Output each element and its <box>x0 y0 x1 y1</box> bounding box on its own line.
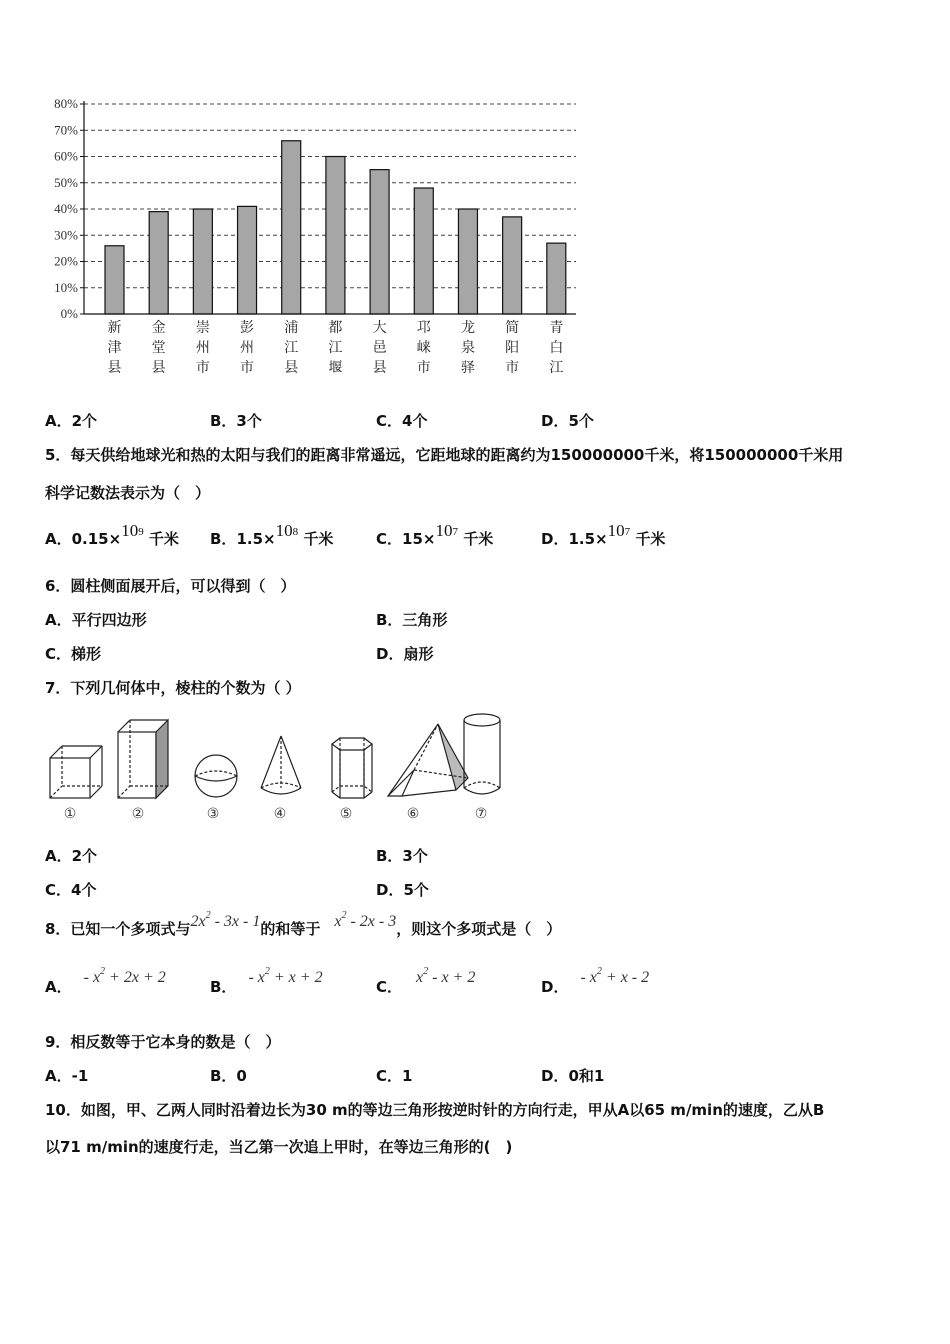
shape-label-5: ⑤ <box>339 806 353 822</box>
x-tick-label: 县 <box>107 360 122 376</box>
q4-option-c: C．4个 <box>376 412 428 430</box>
shape-label-1: ① <box>63 806 77 822</box>
x-tick-label: 邑 <box>372 340 387 356</box>
q7-solids-figure <box>40 708 520 828</box>
q6-stem: 6．圆柱侧面展开后，可以得到（ ） <box>45 577 296 595</box>
shape-label-2: ② <box>131 806 145 822</box>
hexagonal-prism-shape <box>332 738 372 798</box>
x-tick-label: 简 <box>505 320 520 336</box>
q8-expression-2: $x^2 - 2x - 3$ <box>334 910 397 930</box>
q8-expression-1: $2x^2 - 3x - 1$ <box>190 910 261 930</box>
x-tick-label: 驿 <box>460 360 475 376</box>
x-tick-label: 江 <box>549 360 564 376</box>
x-tick-label: 市 <box>416 360 431 376</box>
y-axis-ticks <box>54 96 84 321</box>
y-tick-label: 20% <box>54 253 78 269</box>
q9-stem: 9．相反数等于它本身的数是（ ） <box>45 1033 281 1051</box>
x-axis-labels <box>108 319 564 376</box>
q7-stem: 7．下列几何体中，棱柱的个数为（ ） <box>45 679 301 697</box>
q9-option-b: B．0 <box>210 1067 247 1085</box>
bar <box>105 246 124 314</box>
q10-stem-line1: 10．如图，甲、乙两人同时沿着边长为30 m的等边三角形按逆时针的方向行走，甲从A以65 m/min的速度，乙从B <box>45 1101 825 1119</box>
y-tick-label: 40% <box>54 201 78 216</box>
y-tick-label: 70% <box>54 122 78 138</box>
chart-bars <box>105 141 566 314</box>
q5-option-a: A．$0.15\times 10^9$ 千米 <box>45 521 179 548</box>
x-tick-label: 阳 <box>505 340 520 356</box>
q5-option-b: B．$1.5\times 10^8$ 千米 <box>210 521 334 548</box>
cylinder-shape <box>464 714 500 794</box>
y-tick-label: 80% <box>54 96 78 111</box>
q4-option-d: D．5个 <box>541 412 594 430</box>
q5-option-c: C．$15\times 10^7$ 千米 <box>376 521 494 548</box>
x-tick-label: 崃 <box>416 340 431 356</box>
q5-stem-line2: 科学记数法表示为（ ） <box>45 484 211 502</box>
x-tick-label: 金 <box>151 320 166 336</box>
shape-label-6: ⑥ <box>406 806 420 822</box>
bar <box>326 157 345 315</box>
x-tick-label: 白 <box>549 340 564 356</box>
shape-label-4: ④ <box>273 806 287 822</box>
x-tick-label: 市 <box>240 360 255 376</box>
x-tick-label: 邛 <box>416 320 431 336</box>
q5-stem-line1: 5．每天供给地球光和热的太阳与我们的距离非常遥远，它距地球的距离约为150000000千米，将150000000千米用 <box>45 446 844 464</box>
triangular-prism-shape <box>388 724 468 796</box>
q9-option-d: D．0和1 <box>541 1067 605 1085</box>
x-tick-label: 州 <box>195 340 210 356</box>
q7-option-a: A．2个 <box>45 847 98 865</box>
y-tick-label: 30% <box>54 227 78 243</box>
q9-option-c: C．1 <box>376 1067 413 1085</box>
bar <box>370 170 389 314</box>
y-tick-label: 0% <box>60 306 78 321</box>
y-tick-label: 60% <box>54 148 78 164</box>
sphere-shape <box>195 755 237 797</box>
y-tick-label: 10% <box>54 279 78 295</box>
x-tick-label: 堂 <box>151 340 166 356</box>
q9-option-a: A．-1 <box>45 1067 89 1085</box>
x-tick-label: 泉 <box>460 340 475 356</box>
x-tick-label: 津 <box>107 340 122 356</box>
q6-option-c: C．梯形 <box>45 645 102 663</box>
x-tick-label: 新 <box>107 320 122 336</box>
x-tick-label: 堰 <box>328 360 343 376</box>
q8-option-b: B．- $x^2 + x + 2$ <box>210 966 323 996</box>
x-tick-label: 龙 <box>460 320 475 336</box>
bar <box>238 206 257 314</box>
shape-label-7: ⑦ <box>474 806 488 822</box>
q4-option-a: A．2个 <box>45 412 98 430</box>
bar <box>503 217 522 314</box>
q8-option-d: D．- $x^2 + x - 2$ <box>541 966 650 996</box>
q10-stem-line2: 以71 m/min的速度行走，当乙第一次追上甲时，在等边三角形的( ) <box>45 1138 513 1156</box>
q6-option-b: B．三角形 <box>376 611 448 629</box>
bar <box>282 141 301 314</box>
x-tick-label: 彭 <box>240 320 255 336</box>
x-tick-label: 崇 <box>195 320 210 336</box>
bar-chart <box>0 0 600 390</box>
q5-option-d: D．$1.5\times 10^7$ 千米 <box>541 521 666 548</box>
x-tick-label: 市 <box>505 360 520 376</box>
q7-option-c: C．4个 <box>45 881 97 899</box>
y-tick-label: 50% <box>54 174 78 190</box>
x-tick-label: 青 <box>549 320 564 336</box>
q4-option-b: B．3个 <box>210 412 262 430</box>
bar <box>193 209 212 314</box>
bar <box>547 243 566 314</box>
x-tick-label: 大 <box>372 320 387 336</box>
q8-option-c: C．$x^2 - x + 2$ <box>376 966 476 996</box>
x-tick-label: 县 <box>372 360 387 376</box>
cone-shape <box>261 736 301 794</box>
q6-option-a: A．平行四边形 <box>45 611 147 629</box>
bar <box>149 212 168 314</box>
x-tick-label: 县 <box>151 360 166 376</box>
bar <box>414 188 433 314</box>
x-tick-label: 江 <box>284 340 299 356</box>
q8-stem: 8．已知一个多项式与$2x^2 - 3x - 1$的和等于 $x^2 - 2x - 3$，则这个多项式是（ ） <box>45 910 562 938</box>
x-tick-label: 都 <box>328 320 343 336</box>
q7-option-b: B．3个 <box>376 847 428 865</box>
q6-option-d: D．扇形 <box>376 645 434 663</box>
cube-shape <box>50 746 102 798</box>
x-tick-label: 江 <box>328 340 343 356</box>
x-tick-label: 县 <box>284 360 299 376</box>
x-tick-label: 市 <box>195 360 210 376</box>
x-tick-label: 州 <box>240 340 255 356</box>
rectangular-prism-shape <box>118 720 168 798</box>
shape-label-3: ③ <box>206 806 220 822</box>
q8-option-a: A．- $x^2 + 2x + 2$ <box>45 966 166 996</box>
q7-option-d: D．5个 <box>376 881 429 899</box>
x-tick-label: 浦 <box>284 320 299 336</box>
bar <box>458 209 477 314</box>
